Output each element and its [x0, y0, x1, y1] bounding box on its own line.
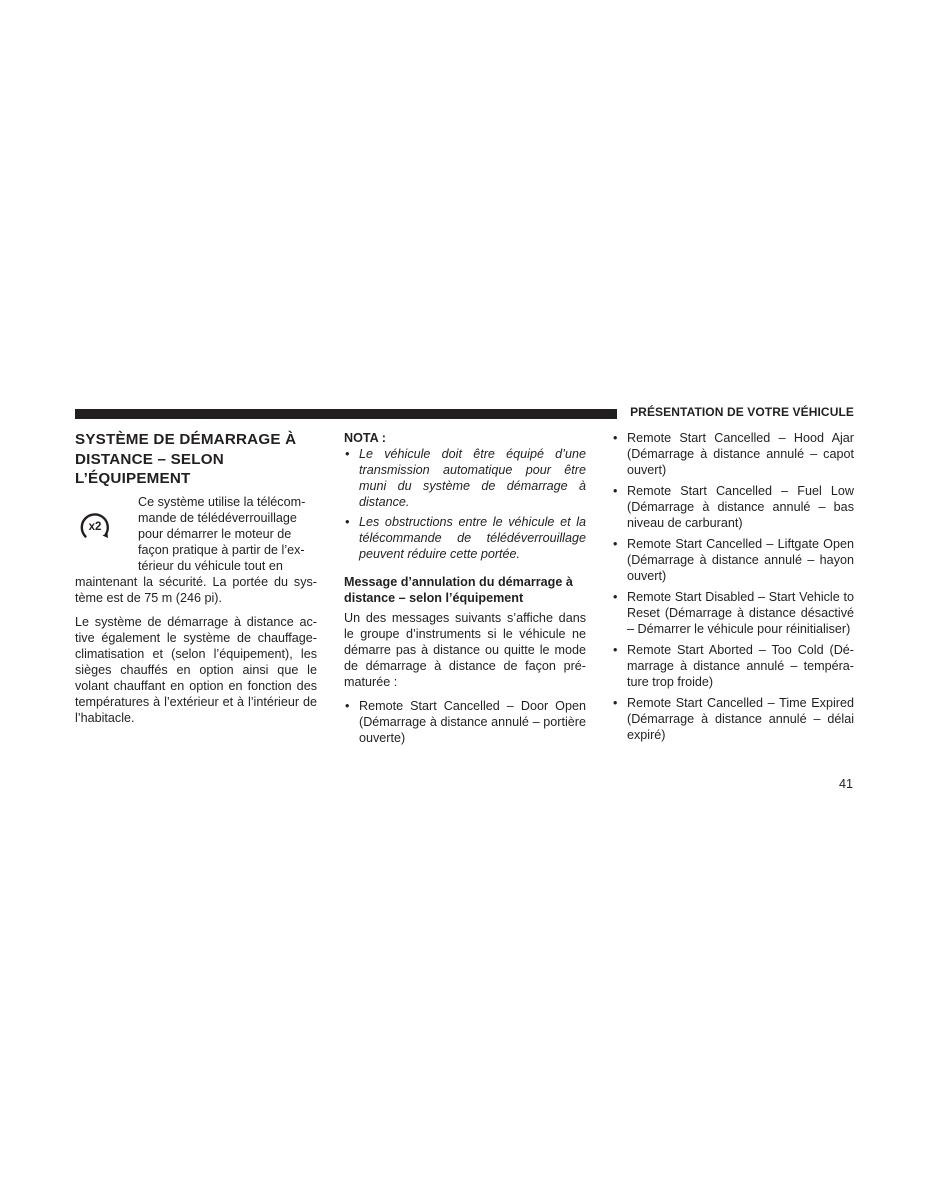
body-paragraph: Le système de démarrage à distance active également le système de chauffage-climatisation et (selon l’équipement), les sièges chauffés en option ainsi que le volant chauffant en option en fonction des températures à l’extérieur et à l’intérieur de l’habitacle.	[75, 614, 317, 725]
right-column	[612, 430, 854, 743]
message-list	[344, 698, 586, 746]
intro-line: façon pratique à partir de l’ex-	[138, 542, 305, 557]
main-heading-line: SYSTÈME DE DÉMARRAGE À	[75, 431, 297, 448]
sub-heading: Message d’annulation du démarrage à distance – selon l’équipement	[344, 575, 573, 605]
nota-list	[344, 446, 586, 562]
message-item: • Remote Start Cancelled – Fuel Low (Démarrage à distance annulé – bas niveau de carburant)	[612, 483, 854, 531]
main-heading	[75, 430, 317, 489]
message-item: • Remote Start Cancelled – Time Expired (Démarrage à distance annulé – délai expiré)	[612, 695, 854, 743]
body-paragraph: Un des messages suivants s’affiche dans le groupe d’instruments si le véhicule ne démarre pas à distance ou quitte le mode de démarrage à distance de façon prématurée :	[344, 611, 586, 689]
section-title: PRÉSENTATION DE VOTRE VÉHICULE	[630, 405, 854, 419]
intro-text	[138, 494, 317, 574]
icon-label: x2	[88, 520, 102, 533]
message-item: • Remote Start Cancelled – Hood Ajar (Démarrage à distance annulé – capot ouvert)	[612, 430, 854, 478]
intro-line: mande de télédéverrouillage	[138, 510, 297, 525]
page-number: 41	[838, 777, 853, 791]
intro-line: térieur du véhicule tout en	[138, 558, 283, 573]
intro-line: pour démarrer le moteur de	[138, 526, 292, 541]
header-rule	[75, 409, 617, 419]
nota-label: NOTA :	[344, 431, 386, 445]
main-heading-line: L’ÉQUIPEMENT	[75, 470, 191, 487]
nota-item: • Les obstructions entre le véhicule et la télécommande de télédéverrouillage peuvent réduire cette portée.	[344, 514, 586, 562]
message-item: • Remote Start Aborted – Too Cold (Démarrage à distance annulé – température trop froide)	[612, 642, 854, 690]
intro-block	[75, 494, 317, 574]
left-column	[75, 430, 317, 726]
middle-column	[344, 430, 586, 746]
message-item: • Remote Start Cancelled – Liftgate Open (Démarrage à distance annulé – hayon ouvert)	[612, 536, 854, 584]
message-item: • Remote Start Cancelled – Door Open (Démarrage à distance annulé – portière ouverte)	[344, 698, 586, 746]
intro-line: Ce système utilise la télécom-	[138, 494, 306, 509]
remote-start-x2-icon	[75, 494, 138, 558]
remote-start-x2-icon-graphic	[75, 506, 115, 546]
nota-item: • Le véhicule doit être équipé d’une transmission automatique pour être muni du système de démarrage à distance.	[344, 446, 586, 510]
message-list	[612, 430, 854, 743]
message-item: • Remote Start Disabled – Start Vehicle to Reset (Démarrage à distance désactivé – Démarrer le véhicule pour réinitialiser)	[612, 589, 854, 637]
main-heading-line: DISTANCE – SELON	[75, 450, 224, 468]
intro-continuation: maintenant la sécurité. La portée du système est de 75 m (246 pi).	[75, 574, 317, 605]
